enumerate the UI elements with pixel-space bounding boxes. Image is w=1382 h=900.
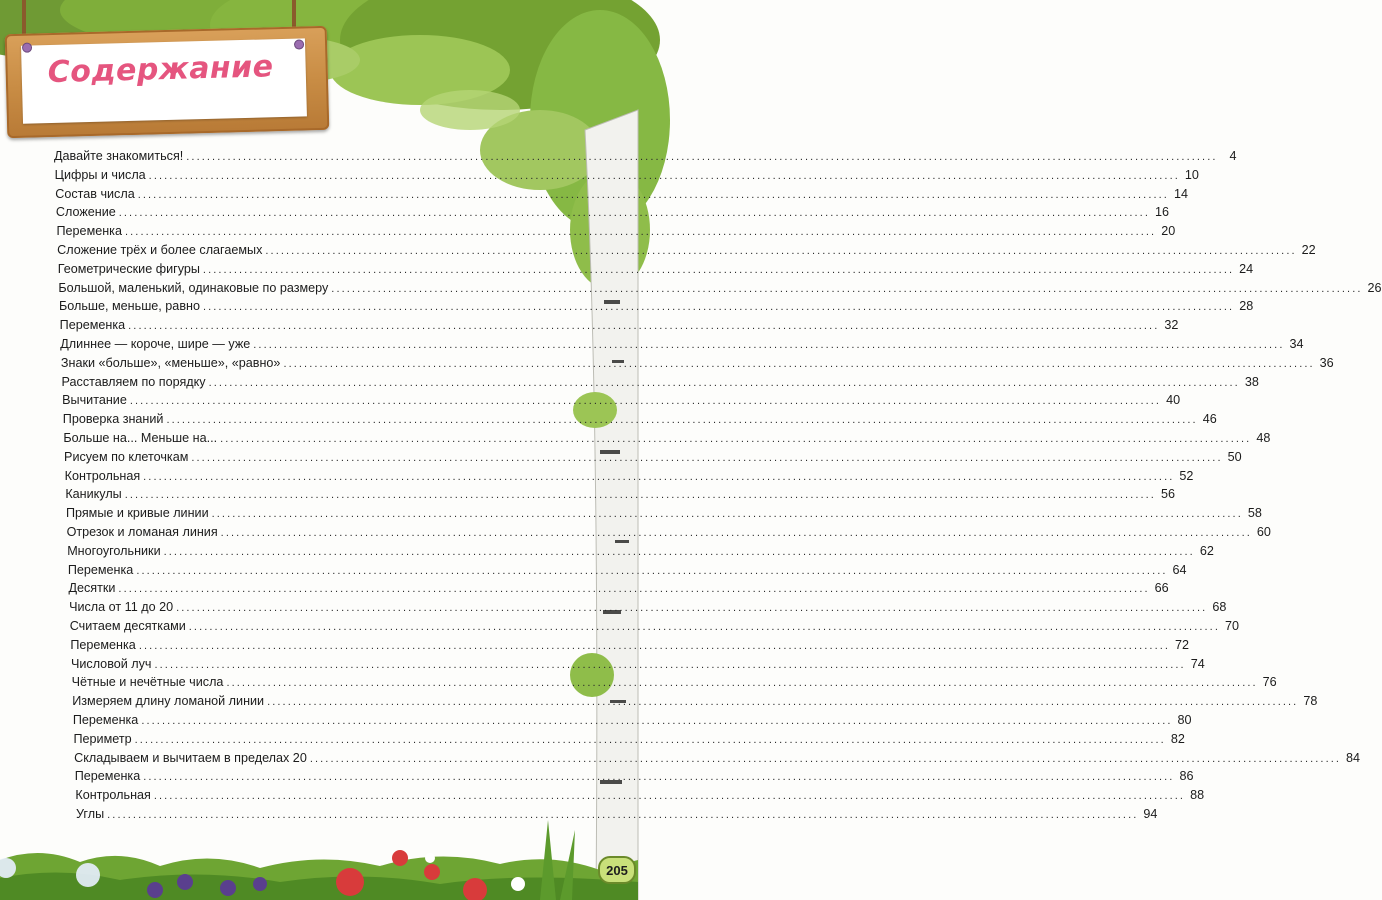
- toc-entry-page: 68: [1212, 600, 1227, 615]
- toc-leader-dots: ........................................................................................................................................................................................................: [202, 263, 1235, 276]
- toc-row: [66, 524, 1271, 541]
- toc-leader-dots: ........................................................................................................................................................................................................: [186, 151, 1218, 163]
- toc-row: [60, 355, 1334, 372]
- toc-row: [55, 186, 1188, 203]
- toc-entry-page: 64: [1172, 562, 1187, 577]
- toc-entry-page: 22: [1301, 243, 1316, 257]
- toc-entry-page: 48: [1256, 431, 1271, 445]
- toc-row: [75, 787, 1205, 804]
- toc-leader-dots: ........................................................................................................................................................................................................: [136, 564, 1168, 577]
- toc-leader-dots: ........................................................................................................................................................................................................: [138, 639, 1171, 652]
- toc-leader-dots: ........................................................................................................................................................................................................: [331, 282, 1363, 295]
- toc-leader-dots: ........................................................................................................................................................................................................: [128, 320, 1160, 333]
- toc-entry-title: Длиннее — короче, шире — уже: [60, 337, 251, 351]
- toc-entry-page: 40: [1166, 393, 1181, 408]
- toc-leader-dots: ........................................................................................................................................................................................................: [154, 658, 1186, 671]
- toc-entry-title: Десятки: [68, 581, 116, 596]
- toc-row: [69, 618, 1239, 635]
- toc-leader-dots: ........................................................................................................................................................................................................: [153, 790, 1186, 803]
- toc-entry-title: Переменка: [56, 224, 122, 239]
- toc-entry-page: 24: [1239, 261, 1254, 276]
- toc-leader-dots: ........................................................................................................................................................................................................: [191, 451, 1223, 464]
- toc-entry-title: Состав числа: [55, 186, 135, 201]
- toc-entry-page: 34: [1289, 337, 1304, 351]
- toc-entry-title: Многоугольники: [67, 543, 161, 558]
- toc-row: [65, 505, 1262, 522]
- toc-row: [64, 468, 1194, 485]
- toc-row: [59, 317, 1179, 334]
- toc-leader-dots: ........................................................................................................................................................................................................: [208, 376, 1240, 389]
- toc-entry-title: Геометрические фигуры: [57, 261, 200, 276]
- toc-entry-title: Проверка знаний: [62, 412, 164, 427]
- toc-leader-dots: ........................................................................................................................................................................................................: [283, 357, 1315, 370]
- toc-leader-dots: ........................................................................................................................................................................................................: [141, 715, 1173, 727]
- toc-leader-dots: ........................................................................................................................................................................................................: [163, 545, 1195, 558]
- toc-row: [58, 280, 1382, 297]
- toc-row: [67, 562, 1187, 579]
- toc-entry-title: Считаем десятками: [69, 619, 186, 633]
- toc-row: [73, 731, 1185, 748]
- toc-leader-dots: ........................................................................................................................................................................................................: [129, 395, 1162, 408]
- toc-entry-title: Углы: [76, 807, 105, 821]
- toc-leader-dots: ........................................................................................................................................................................................................: [166, 414, 1198, 427]
- toc-entry-title: Контрольная: [64, 468, 141, 483]
- toc-leader-dots: ........................................................................................................................................................................................................: [124, 489, 1156, 502]
- toc-entry-page: 76: [1262, 675, 1277, 690]
- toc-entry-title: Больше на... Меньше на...: [63, 431, 218, 445]
- toc-entry-title: Измеряем длину ломаной линии: [72, 694, 265, 709]
- toc-entry-title: Рисуем по клеточкам: [64, 449, 189, 464]
- toc-entry-page: 62: [1199, 543, 1214, 558]
- toc-leader-dots: ........................................................................................................................................................................................................: [143, 470, 1175, 483]
- toc-row: [54, 167, 1199, 184]
- toc-entry-page: 38: [1244, 374, 1259, 389]
- toc-leader-dots: ........................................................................................................................................................................................................: [211, 508, 1243, 521]
- toc-row: [71, 674, 1277, 691]
- toc-entry-title: Переменка: [72, 713, 139, 727]
- toc-leader-dots: ........................................................................................................................................................................................................: [226, 677, 1258, 690]
- toc-leader-dots: ........................................................................................................................................................................................................: [118, 207, 1150, 220]
- toc-row: [57, 261, 1254, 278]
- toc-leader-dots: ........................................................................................................................................................................................................: [176, 602, 1208, 615]
- toc-entry-page: 36: [1319, 355, 1334, 370]
- toc-entry-page: 32: [1164, 318, 1179, 333]
- toc-entry-title: Сложение: [55, 205, 116, 220]
- toc-row: [64, 449, 1242, 466]
- toc-entry-title: Цифры и числа: [54, 167, 146, 182]
- toc-row: [70, 656, 1205, 673]
- toc-row: [54, 148, 1237, 165]
- toc-entry-page: 94: [1143, 807, 1158, 821]
- toc-row: [61, 374, 1259, 391]
- toc-entry-page: 60: [1256, 525, 1271, 539]
- page-title: Содержание: [47, 49, 274, 91]
- page-number-badge: 205: [598, 856, 636, 884]
- toc-entry-page: 16: [1154, 205, 1169, 220]
- toc-row: [69, 599, 1227, 616]
- toc-entry-title: Больше, меньше, равно: [59, 299, 200, 314]
- toc-row: [56, 223, 1176, 240]
- toc-row: [72, 712, 1192, 729]
- toc-entry-title: Числа от 11 до 20: [69, 600, 174, 615]
- toc-entry-title: Переменка: [59, 318, 126, 333]
- toc-row: [67, 543, 1214, 560]
- toc-entry-title: Контрольная: [75, 788, 151, 803]
- toc-entry-title: Большой, маленький, одинаковые по размеру: [58, 280, 329, 295]
- toc-leader-dots: ........................................................................................................................................................................................................: [134, 733, 1166, 746]
- toc-entry-title: Отрезок и ломаная линия: [66, 525, 218, 539]
- toc-leader-dots: ........................................................................................................................................................................................................: [118, 583, 1150, 596]
- toc-leader-dots: ........................................................................................................................................................................................................: [253, 339, 1285, 351]
- toc-entry-title: Прямые и кривые линии: [65, 506, 209, 521]
- toc-entry-title: Каникулы: [65, 487, 122, 502]
- toc-entry-title: Переменка: [67, 562, 134, 577]
- toc-entry-page: 20: [1161, 224, 1176, 239]
- toc-row: [63, 430, 1271, 447]
- toc-row: [74, 750, 1361, 767]
- toc-entry-page: 46: [1202, 412, 1217, 427]
- toc-entry-title: Вычитание: [62, 393, 127, 408]
- toc-entry-title: Давайте знакомиться!: [54, 149, 184, 163]
- toc-entry-title: Переменка: [74, 769, 141, 784]
- toc-row: [70, 637, 1190, 654]
- toc-row: [72, 693, 1318, 710]
- toc-entry-page: 66: [1154, 581, 1169, 596]
- toc-leader-dots: ........................................................................................................................................................................................................: [309, 752, 1342, 765]
- toc-entry-title: Переменка: [70, 637, 136, 652]
- toc-leader-dots: ........................................................................................................................................................................................................: [220, 433, 1252, 445]
- toc-leader-dots: ........................................................................................................................................................................................................: [124, 226, 1157, 239]
- toc-entry-page: 88: [1190, 788, 1205, 803]
- toc-entry-page: 26: [1367, 280, 1382, 295]
- toc-entry-page: 70: [1224, 619, 1239, 633]
- toc-leader-dots: ........................................................................................................................................................................................................: [137, 188, 1169, 201]
- toc-entry-page: 52: [1179, 468, 1194, 483]
- toc-row: [68, 580, 1169, 597]
- toc-entry-page: 56: [1160, 487, 1175, 502]
- toc-row: [55, 204, 1169, 221]
- toc-entry-title: Знаки «больше», «меньше», «равно»: [60, 355, 281, 370]
- toc-entry-title: Сложение трёх и более слагаемых: [57, 243, 263, 257]
- toc-leader-dots: ........................................................................................................................................................................................................: [188, 621, 1220, 633]
- toc-leader-dots: ........................................................................................................................................................................................................: [143, 771, 1175, 784]
- toc-leader-dots: ........................................................................................................................................................................................................: [220, 527, 1252, 539]
- toc-leader-dots: ........................................................................................................................................................................................................: [267, 696, 1299, 709]
- toc-leader-dots: ........................................................................................................................................................................................................: [107, 809, 1139, 821]
- toc-row: [62, 392, 1181, 409]
- toc-entry-page: 4: [1229, 149, 1237, 163]
- toc-entry-page: 58: [1247, 506, 1262, 521]
- toc-entry-page: 10: [1184, 167, 1199, 182]
- toc-entry-page: 28: [1239, 299, 1254, 314]
- toc-entry-title: Числовой луч: [70, 656, 152, 671]
- toc-row: [57, 242, 1316, 259]
- toc-entry-page: 82: [1170, 731, 1185, 746]
- toc-entry-title: Складываем и вычитаем в пределах 20: [74, 750, 307, 765]
- toc-entry-page: 74: [1190, 656, 1205, 671]
- toc-row: [59, 298, 1254, 315]
- toc-entry-title: Расставляем по порядку: [61, 374, 206, 389]
- toc-entry-page: 84: [1346, 750, 1361, 765]
- toc-entry-page: 80: [1177, 713, 1192, 727]
- toc-row: [62, 411, 1217, 428]
- toc-row: [65, 486, 1175, 503]
- toc-entry-page: 86: [1179, 769, 1194, 784]
- toc-leader-dots: ........................................................................................................................................................................................................: [265, 245, 1297, 257]
- toc-entry-page: 78: [1303, 694, 1318, 709]
- toc-entry-page: 14: [1173, 186, 1188, 201]
- toc-leader-dots: ........................................................................................................................................................................................................: [202, 301, 1235, 314]
- toc-row: [74, 768, 1194, 785]
- toc-entry-page: 50: [1227, 449, 1242, 464]
- toc-leader-dots: ........................................................................................................................................................................................................: [148, 169, 1180, 182]
- toc-entry-page: 72: [1175, 637, 1190, 652]
- toc-entry-title: Периметр: [73, 731, 132, 746]
- toc-row: [60, 336, 1304, 353]
- toc-entry-title: Чётные и нечётные числа: [71, 675, 224, 690]
- toc-row: [76, 806, 1158, 823]
